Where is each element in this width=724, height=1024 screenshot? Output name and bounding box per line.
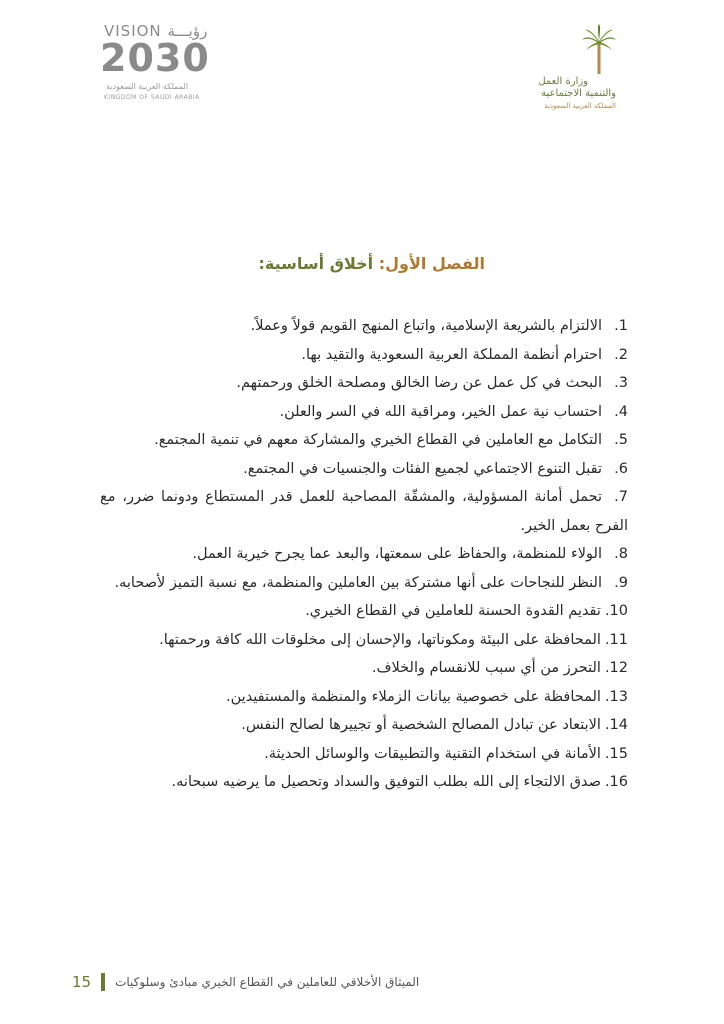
item-text: الالتزام بالشريعة الإسلامية، واتباع المنهج القويم قولاً وعملاً. [250,318,602,334]
item-text: المحافظة على البيئة ومكوناتها، والإحسان إلى مخلوقات الله كافة ورحمتها. [159,631,601,648]
chapter-name: أخلاق أساسية: [258,254,374,273]
principles-list [100,312,628,797]
item-text: البحث في كل عمل عن رضا الخالق ومصلحة الخلق ورحمتهم. [236,375,602,391]
ministry-name-line1: وزارة العمل [538,76,588,87]
palm-tree-icon [582,24,616,76]
item-number: 3. [614,375,628,391]
item-number: 7. [614,489,628,505]
list-item [100,740,628,769]
list-item [100,540,628,569]
item-number: 1. [614,318,628,334]
page-footer [72,970,419,994]
list-item [100,398,628,427]
item-number: 16. [604,774,628,790]
item-text: المحافظة على خصوصية بيانات الزملاء والمنظمة والمستفيدين. [226,688,601,705]
list-item [100,626,628,655]
item-text: الابتعاد عن تبادل المصالح الشخصية أو تجييرها لصالح النفس. [241,717,601,733]
footer-divider [101,973,105,991]
item-number: 8. [614,546,628,562]
list-item [100,483,628,540]
item-text: الأمانة في استخدام التقنية والتطبيقات والوسائل الحديثة. [264,745,601,762]
vision-logo-year: 2030 [100,36,210,80]
vision-logo-english: KINGDOM OF SAUDI ARABIA [104,94,200,101]
item-text: التحرز من أي سبب للانقسام والخلاف. [371,660,601,676]
item-number: 11. [604,631,628,648]
list-item [100,341,628,370]
list-item [100,768,628,797]
vision-logo-top: VISION رؤيـــة [104,22,208,40]
item-number: 12. [604,660,628,676]
item-text: صدق الالتجاء إلى الله بطلب التوفيق والسداد وتحصيل ما يرضيه سبحانه. [171,774,601,790]
list-item [100,597,628,626]
item-text: احتساب نية عمل الخير، ومراقبة الله في السر والعلن. [279,403,602,420]
list-item [100,369,628,398]
vision-2030-logo [100,22,220,101]
ministry-name-line2: والتنمية الاجتماعية [541,88,616,99]
item-text: الولاء للمنظمة، والحفاظ على سمعتها، والبعد عما يجرح خيرية العمل. [192,546,602,562]
ministry-logo [524,24,624,110]
list-item [100,455,628,484]
item-number: 4. [614,403,628,420]
item-text: احترام أنظمة المملكة العربية السعودية والتقيد بها. [301,346,602,363]
page-number: 15 [72,973,92,991]
item-number: 6. [614,460,628,477]
list-item [100,312,628,341]
item-text: تقديم القدوة الحسنة للعاملين في القطاع الخيري. [305,603,601,619]
item-number: 5. [614,432,628,448]
vision-logo-arabic: المملكة العربية السعودية [106,82,189,91]
item-number: 9. [614,574,628,591]
item-text: تحمل أمانة المسؤولية، والمشقّة المصاحبة للعمل قدر المستطاع ودونما ضرر، مع الفرح بعمل الخير. [100,489,628,534]
list-item [100,711,628,740]
item-number: 15. [604,745,628,762]
document-title: الميثاق الأخلاقي للعاملين في القطاع الخيري مبادئ وسلوكيات [115,975,420,989]
item-text: تقبل التنوع الاجتماعي لجميع الفئات والجنسيات في المجتمع. [243,460,602,477]
item-text: النظر للنجاحات على أنها مشتركة بين العاملين والمنظمة، مع نسبة التميز لأصحابه. [114,574,602,591]
item-number: 10. [604,603,628,619]
page-header [0,0,724,120]
item-number: 14. [604,717,628,733]
ministry-country: المملكة العربية السعودية [544,102,616,110]
list-item [100,654,628,683]
chapter-label: الفصل الأول: [378,254,485,273]
item-text: التكامل مع العاملين في القطاع الخيري والمشاركة معهم في تنمية المجتمع. [154,432,602,448]
list-item [100,569,628,598]
list-item [100,683,628,712]
item-number: 2. [614,346,628,363]
chapter-title [259,254,485,273]
item-number: 13. [604,688,628,705]
list-item [100,426,628,455]
